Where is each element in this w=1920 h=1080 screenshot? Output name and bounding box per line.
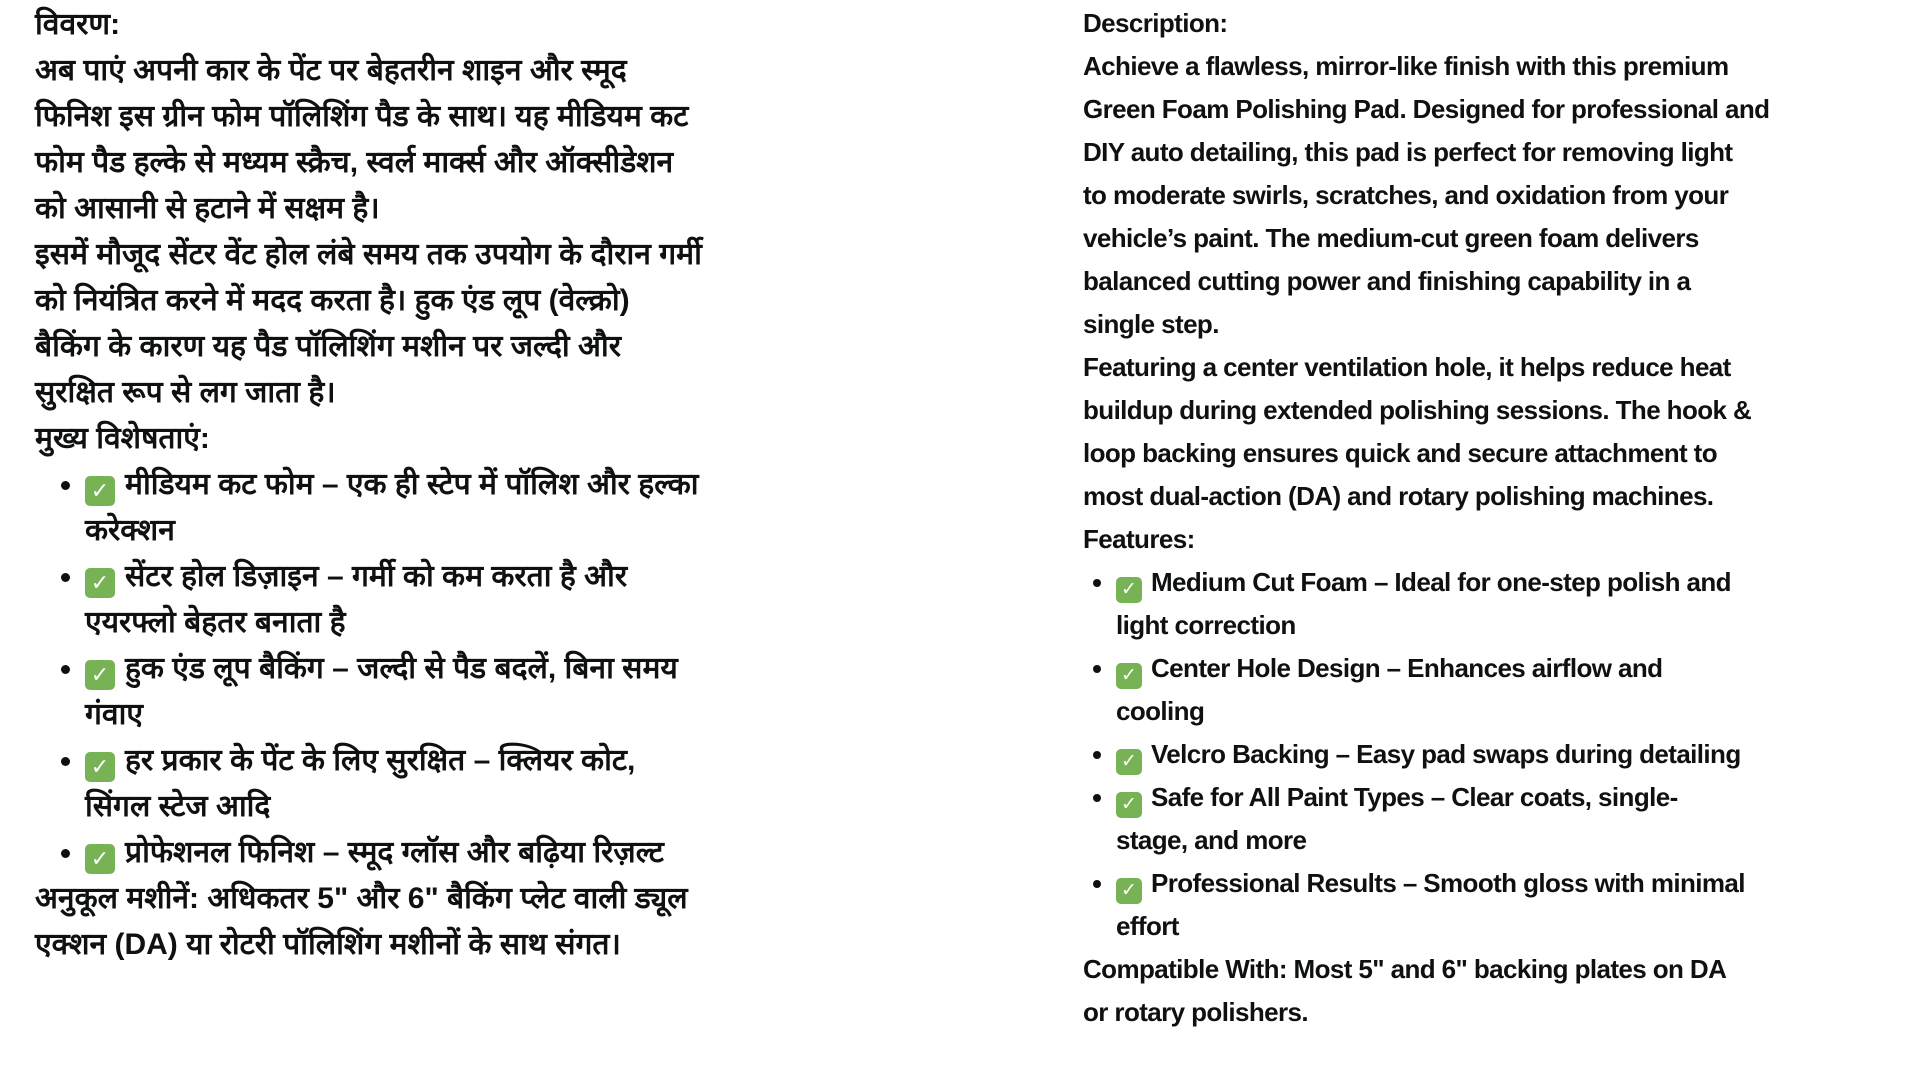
text-line: Green Foam Polishing Pad. Designed for professional and (1083, 94, 1770, 124)
text-line: to moderate swirls, scratches, and oxidation from your (1083, 180, 1729, 210)
feature-item (85, 646, 727, 738)
check-icon: ✓ (85, 844, 115, 874)
description-column-english (1083, 2, 1907, 1034)
compatibility-note-hindi (35, 876, 727, 968)
features-heading-english: Features: (1083, 524, 1195, 554)
text-line: फोम पैड हल्के से मध्यम स्क्रैच, स्वर्ल मार्क्स और ऑक्सीडेशन (35, 146, 674, 179)
check-icon: ✓ (1116, 749, 1142, 775)
text-line: को आसानी से हटाने में सक्षम है। (35, 192, 380, 225)
text-line: अनुकूल मशीनें: अधिकतर 5" और 6" बैकिंग प्लेट वाली ड्यूल (35, 882, 688, 915)
text-line: single step. (1083, 309, 1219, 339)
feature-text-continued: stage, and more (1116, 825, 1307, 855)
feature-item (1116, 647, 1907, 733)
feature-item (85, 554, 727, 646)
feature-text-continued: सिंगल स्टेज आदि (85, 790, 271, 823)
feature-text: Medium Cut Foam – Ideal for one-step polish and (1151, 567, 1731, 597)
feature-item (1116, 776, 1907, 862)
feature-text: Velcro Backing – Easy pad swaps during detailing (1151, 739, 1741, 769)
feature-text: Center Hole Design – Enhances airflow and (1151, 653, 1663, 683)
description-paragraph-english-1 (1083, 45, 1907, 346)
description-paragraph-hindi-1 (35, 48, 727, 232)
text-line: DIY auto detailing, this pad is perfect for removing light (1083, 137, 1733, 167)
feature-text: सेंटर होल डिज़ाइन – गर्मी को कम करता है और (125, 560, 628, 593)
feature-text-continued: effort (1116, 911, 1179, 941)
check-icon: ✓ (85, 660, 115, 690)
text-line: अब पाएं अपनी कार के पेंट पर बेहतरीन शाइन और स्मूद (35, 54, 627, 87)
feature-item (1116, 561, 1907, 647)
text-line: फिनिश इस ग्रीन फोम पॉलिशिंग पैड के साथ। यह मीडियम कट (35, 100, 689, 133)
features-list-hindi (35, 462, 727, 876)
feature-item (85, 462, 727, 554)
feature-item (1116, 862, 1907, 948)
feature-item (85, 830, 727, 876)
feature-item (1116, 733, 1907, 776)
description-heading-english: Description: (1083, 8, 1228, 38)
feature-text: मीडियम कट फोम – एक ही स्टेप में पॉलिश और हल्का (125, 468, 699, 501)
feature-text-continued: light correction (1116, 610, 1296, 640)
text-line: Compatible With: Most 5" and 6" backing plates on DA (1083, 954, 1727, 984)
check-icon: ✓ (85, 752, 115, 782)
features-list-english (1083, 561, 1907, 948)
description-paragraph-english-2 (1083, 346, 1907, 518)
check-icon: ✓ (1116, 792, 1142, 818)
feature-text-continued: cooling (1116, 696, 1205, 726)
compatibility-note-english (1083, 948, 1907, 1034)
text-line: को नियंत्रित करने में मदद करता है। हुक एंड लूप (वेल्क्रो) (35, 284, 630, 317)
feature-text: Professional Results – Smooth gloss with minimal (1151, 868, 1745, 898)
feature-text-continued: करेक्शन (85, 514, 175, 547)
text-line: एक्शन (DA) या रोटरी पॉलिशिंग मशीनों के साथ संगत। (35, 928, 621, 961)
description-paragraph-hindi-2 (35, 232, 727, 416)
feature-text: हर प्रकार के पेंट के लिए सुरक्षित – क्लियर कोट, (125, 744, 636, 777)
check-icon: ✓ (85, 476, 115, 506)
check-icon: ✓ (85, 568, 115, 598)
feature-text: Safe for All Paint Types – Clear coats, single- (1151, 782, 1678, 812)
feature-text: हुक एंड लूप बैकिंग – जल्दी से पैड बदलें, बिना समय (125, 652, 678, 685)
text-line: vehicle’s paint. The medium-cut green foam delivers (1083, 223, 1699, 253)
check-icon: ✓ (1116, 577, 1142, 603)
text-line: सुरक्षित रूप से लग जाता है। (35, 376, 336, 409)
feature-text: प्रोफेशनल फिनिश – स्मूद ग्लॉस और बढ़िया रिज़ल्ट (125, 836, 664, 869)
text-line: balanced cutting power and finishing capability in a (1083, 266, 1691, 296)
text-line: buildup during extended polishing sessions. The hook & (1083, 395, 1752, 425)
feature-item (85, 738, 727, 830)
text-line: or rotary polishers. (1083, 997, 1308, 1027)
feature-text-continued: गंवाए (85, 698, 143, 731)
check-icon: ✓ (1116, 878, 1142, 904)
text-line: इसमें मौजूद सेंटर वेंट होल लंबे समय तक उपयोग के दौरान गर्मी (35, 238, 702, 271)
text-line: बैकिंग के कारण यह पैड पॉलिशिंग मशीन पर जल्दी और (35, 330, 621, 363)
check-icon: ✓ (1116, 663, 1142, 689)
features-heading-hindi: मुख्य विशेषताएं: (35, 422, 210, 455)
description-heading-hindi: विवरण: (35, 8, 121, 41)
text-line: loop backing ensures quick and secure attachment to (1083, 438, 1718, 468)
text-line: most dual-action (DA) and rotary polishing machines. (1083, 481, 1714, 511)
text-line: Achieve a flawless, mirror-like finish with this premium (1083, 51, 1729, 81)
feature-text-continued: एयरफ्लो बेहतर बनाता है (85, 606, 346, 639)
text-line: Featuring a center ventilation hole, it helps reduce heat (1083, 352, 1731, 382)
description-column-hindi (35, 2, 727, 968)
